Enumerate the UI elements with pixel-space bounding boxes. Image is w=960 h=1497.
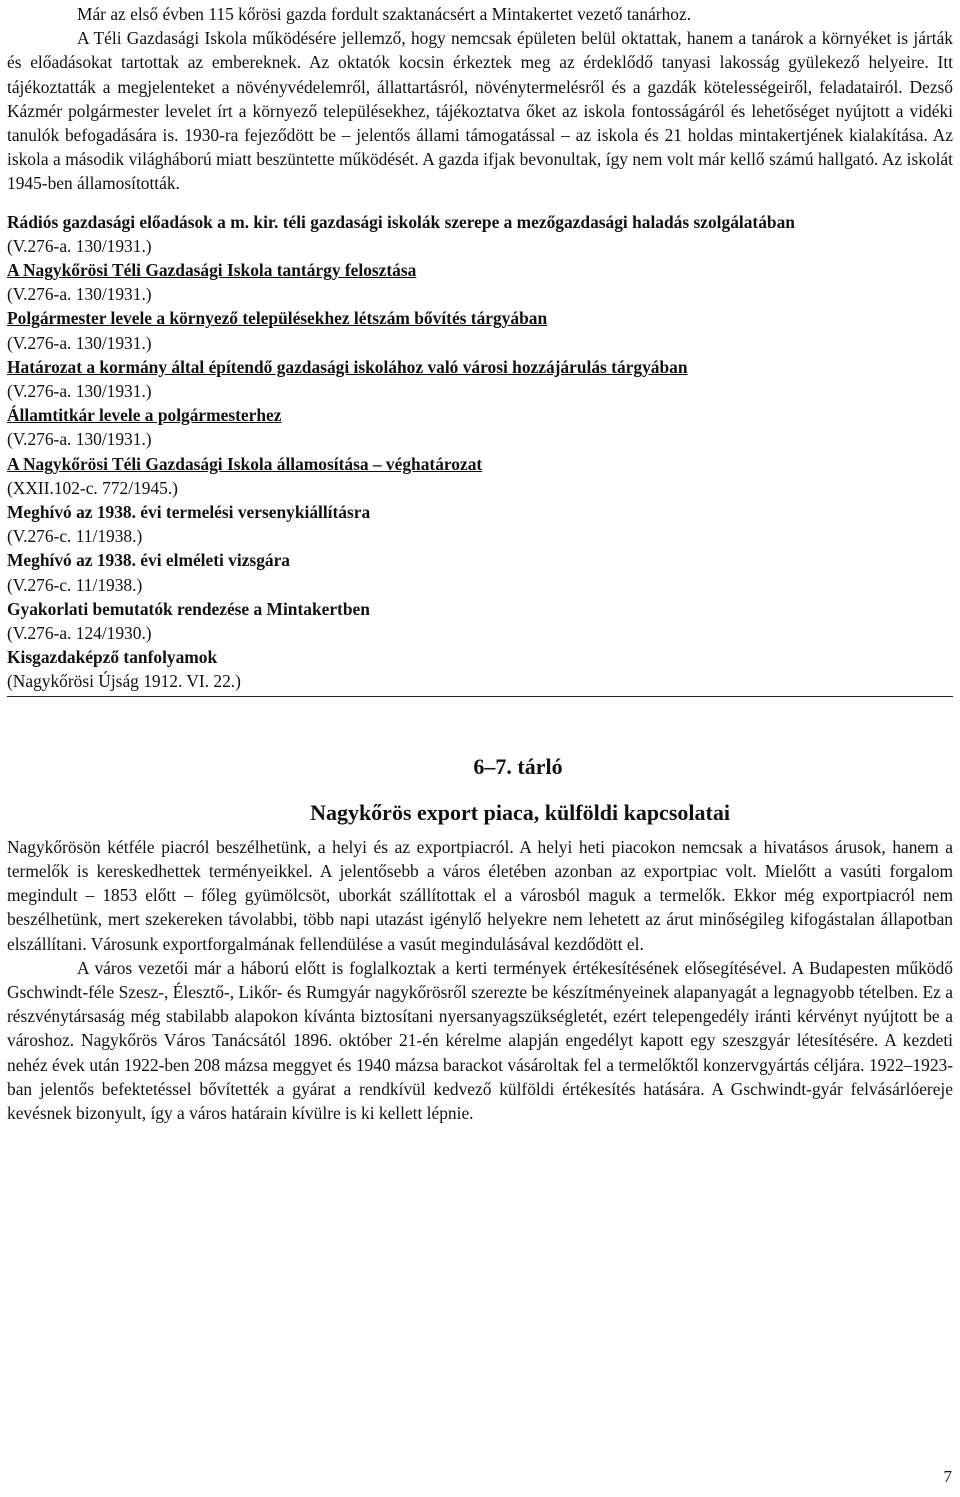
intro-section [7,0,953,196]
document-reference: (V.276-a. 130/1931.) [7,381,152,402]
document-reference: (V.276-a. 130/1931.) [7,284,152,305]
document-entry [7,548,953,596]
document-title: Államtitkár levele a polgármesterhez [7,405,282,426]
section-number: 6–7. tárló [473,753,563,779]
document-entry [7,452,953,500]
document-entry [7,306,953,354]
document-entry [7,597,953,645]
document-entry [7,355,953,403]
document-entry [7,500,953,548]
document-reference: (V.276-c. 11/1938.) [7,574,143,595]
document-reference: (V.276-c. 11/1938.) [7,526,143,547]
document-entry [7,258,953,306]
document-reference: (V.276-a. 130/1931.) [7,235,152,256]
document-reference: (V.276-a. 124/1930.) [7,623,152,644]
document-reference: (XXII.102-c. 772/1945.) [7,477,178,498]
document-title: Rádiós gazdasági előadások a m. kir. téli gazdasági iskolák szerepe a mezőgazdasági haladás szolgálatában [7,211,795,232]
page-number: 7 [943,1467,952,1486]
document-title: Meghívó az 1938. évi elméleti vizsgára [7,550,290,571]
document-title: Határozat a kormány által építendő gazdasági iskolához való városi hozzájárulás tárgyában [7,356,688,377]
document-reference: (V.276-a. 130/1931.) [7,429,152,450]
intro-paragraph: A Téli Gazdasági Iskola működésére jellemző, hogy nemcsak épületen belül oktattak, hanem a tanárok a környéket is járták és előadásokat tartottak az embereknek. Az oktatók kocsin érkeztek meg az érdeklődő tanyasi lakosság gyülekező helyeire. Itt tájékoztatták a megjelenteket a növényvédelemről, állattartásról, növénytermelésről és a gazdák kötelességeiről, feladatairól. Dezső Kázmér polgármester levelet írt a környező településekhez, tájékoztatva őket az iskola fontosságáról és lehetőséget nyújtott a vidéki tanulók befogadására is. 1930-ra fejeződött be – jelentős állami támogatással – az iskola és 21 holdas mintakertjének kialakítása. Az iskola a második világháború miatt beszüntette működését. A gazda ifjak bevonultak, így nem volt már kellő számú hallgató. Az iskolát 1945-ben államosították. [7,28,953,194]
document-title: A Nagykőrösi Téli Gazdasági Iskola államosítása – véghatározat [7,453,483,474]
section-title: Nagykőrös export piaca, külföldi kapcsolatai [310,799,730,825]
document-entry [7,210,953,258]
document-entry [7,645,953,693]
document-entry [7,403,953,451]
document-title: Kisgazdaképző tanfolyamok [7,647,218,668]
document-reference: (V.276-a. 130/1931.) [7,332,152,353]
document-title: A Nagykőrösi Téli Gazdasági Iskola tantárgy felosztása [7,260,417,281]
document-reference: (Nagykőrösi Újság 1912. VI. 22.) [7,671,241,692]
section-paragraph: A város vezetői már a háború előtt is foglalkoztak a kerti termények értékesítésének elősegítésével. A Budapesten működő Gschwindt-féle Szesz-, Élesztő-, Likőr- és Rumgyár nagykőrösről szerezte be készítményeinek alapanyagát a legnagyobb tételben. Ez a részvénytársaság még stabilabb alapokon kívánta biztosítani nyersanyagszükségletét, ezért telepengedély iránti kérvényt nyújtott be a városhoz. Nagykőrös Város Tanácsától 1896. október 21-én kérelme alapján engedélyt kapott egy szeszgyár létesítésére. A kezdeti nehéz évek után 1922-ben 208 mázsa meggyet és 1940 mázsa barackot vásároltak fel a termelőktől konzervgyártás céljára. 1922–1923-ban jelentős befektetéssel bővítették a gyárat a rendkívül kedvező külföldi értékesítés hatására. A Gschwindt-gyár felvásárlóereje kevésnek bizonyult, így a város határain kívülre is ki kellett lépnie. [7,957,953,1123]
document-page [7,0,953,1125]
section-paragraph: Nagykőrösön kétféle piacról beszélhetünk, a helyi és az exportpiacról. A helyi heti piacokon nemcsak a hivatásos árusok, hanem a termelők is kereskedhettek terményeikkel. A jelentősebb a város életében azonban az exportpiac volt. Mielőtt a vasúti forgalom megindult – 1853 előtt – főleg gyümölcsöt, uborkát szállítottak el a városból maguk a termelők. Ekkor még exportpiacról nem beszélhetünk, mert szekereken távolabbi, több napi utazást igénylő helyekre nem lehetett az árut minőségileg kifogástalan állapotban elszállítani. Városunk exportforgalmának fellendülése a vasút megindulásával kezdődött el. [7,836,953,954]
document-title: Polgármester levele a környező településekhez létszám bővítés tárgyában [7,308,548,329]
section-body [7,835,953,1125]
document-title: Gyakorlati bemutatók rendezése a Mintakertben [7,598,370,619]
intro-paragraph: Már az első évben 115 kőrösi gazda fordult szaktanácsért a Mintakertet vezető tanárhoz. [77,4,692,24]
document-title: Meghívó az 1938. évi termelési versenykiállításra [7,502,371,523]
document-list [7,210,953,697]
